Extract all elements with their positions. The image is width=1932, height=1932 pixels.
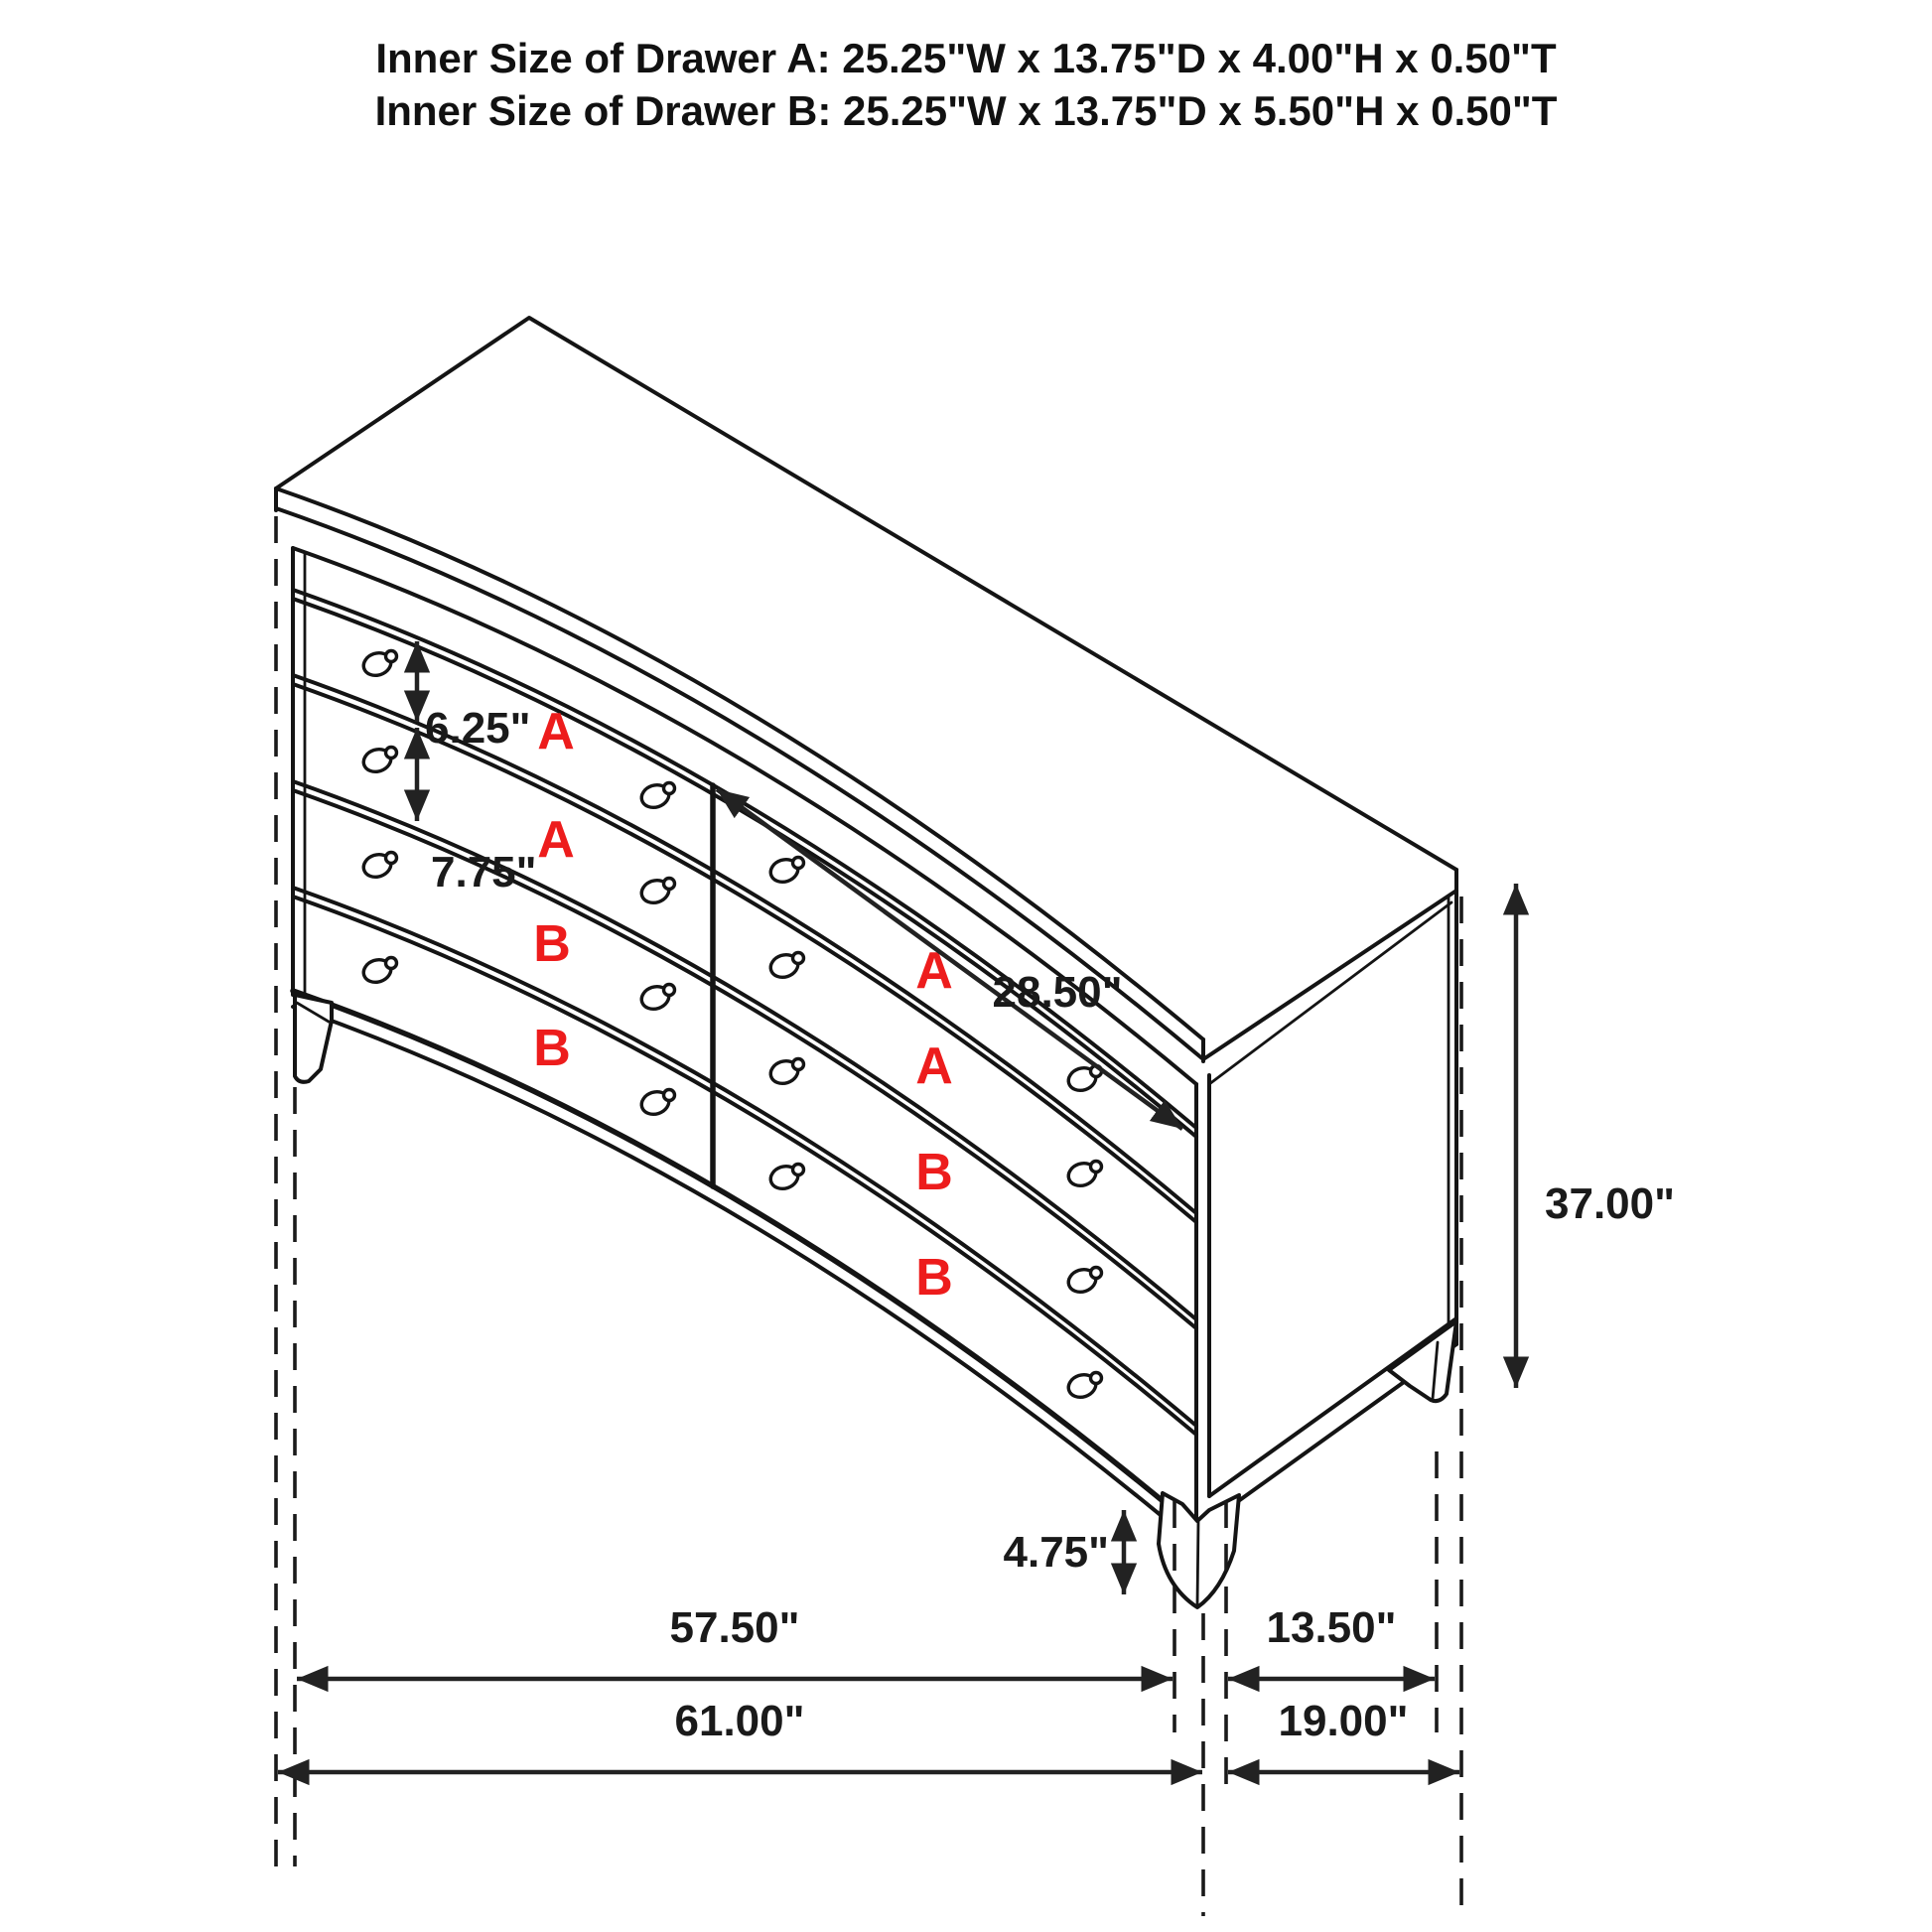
- drawer-label-left-3: B: [533, 915, 571, 973]
- knob: [360, 746, 396, 775]
- dim-leg-height: [1004, 1510, 1125, 1594]
- dim-overall-height: [1516, 884, 1675, 1388]
- knob: [360, 851, 396, 881]
- drawer-label-left-2: A: [537, 811, 575, 869]
- knob: [767, 856, 803, 886]
- dim-label-4-75: 4.75": [1003, 1528, 1109, 1577]
- title-line-drawer-b: Inner Size of Drawer B: 25.25"W x 13.75"D x 5.50"H x 0.50"T: [374, 87, 1558, 134]
- dim-drawer-a-front-height: [417, 641, 531, 753]
- knob: [360, 956, 396, 986]
- side-bottom-edge: [1209, 1318, 1456, 1496]
- side-top-inner-line: [1209, 902, 1451, 1084]
- knob: [767, 951, 803, 981]
- knob: [638, 1088, 674, 1118]
- dim-label-61-00: 61.00": [674, 1697, 805, 1745]
- knob: [767, 1163, 803, 1192]
- drawer-label-left-1: A: [537, 703, 575, 760]
- drawer-rail-2b: [293, 684, 1196, 1222]
- knob: [1065, 1371, 1101, 1401]
- knob: [638, 983, 674, 1013]
- dim-label-19-00: 19.00": [1278, 1697, 1409, 1745]
- drawer-label-right-1: A: [915, 942, 953, 1000]
- front-left-leg: [295, 995, 332, 1082]
- knob: [1065, 1160, 1101, 1189]
- drawer-label-right-3: B: [915, 1144, 953, 1201]
- dim-label-37-00: 37.00": [1545, 1179, 1675, 1228]
- front-right-leg-inner-line: [1197, 1521, 1198, 1605]
- dim-overall-width: [278, 1697, 1202, 1772]
- knob: [767, 1057, 803, 1087]
- drawer-label-left-4: B: [533, 1020, 571, 1077]
- front-apron-lower-edge: [293, 1007, 1196, 1545]
- dim-side-depth-inner: [1228, 1603, 1435, 1679]
- dresser-front-face: [293, 548, 1196, 1545]
- top-right-edge-lower: [1203, 891, 1456, 1059]
- drawer-rail-3a: [293, 781, 1196, 1319]
- knob: [1065, 1266, 1101, 1296]
- knob: [638, 781, 674, 811]
- dim-label-13-50: 13.50": [1266, 1603, 1397, 1652]
- dim-overall-depth: [1228, 1697, 1459, 1772]
- knob: [360, 649, 396, 679]
- dim-label-28-50: 28.50": [992, 968, 1123, 1017]
- dim-label-6-25: 6.25": [425, 704, 531, 753]
- title-line-drawer-a: Inner Size of Drawer A: 25.25"W x 13.75"D x 4.00"H x 0.50"T: [375, 35, 1557, 81]
- dresser-side-panel: [1209, 891, 1456, 1512]
- drawer-label-right-2: A: [915, 1037, 953, 1095]
- drawer-rail-1b: [293, 599, 1196, 1137]
- drawer-rail-1a: [293, 590, 1196, 1128]
- front-bottom-edge: [293, 991, 1196, 1529]
- dim-label-7-75: 7.75": [431, 848, 537, 897]
- dimension-annotations: [278, 641, 1675, 1772]
- dim-label-57-50: 57.50": [669, 1603, 800, 1652]
- dim-drawer-b-front-height: [417, 728, 537, 897]
- drawer-label-right-4: B: [915, 1249, 953, 1307]
- title-block: [375, 35, 1558, 134]
- knob: [638, 877, 674, 906]
- back-right-leg: [1389, 1321, 1456, 1401]
- dim-front-width-inner: [297, 1603, 1173, 1679]
- knob: [1065, 1064, 1101, 1094]
